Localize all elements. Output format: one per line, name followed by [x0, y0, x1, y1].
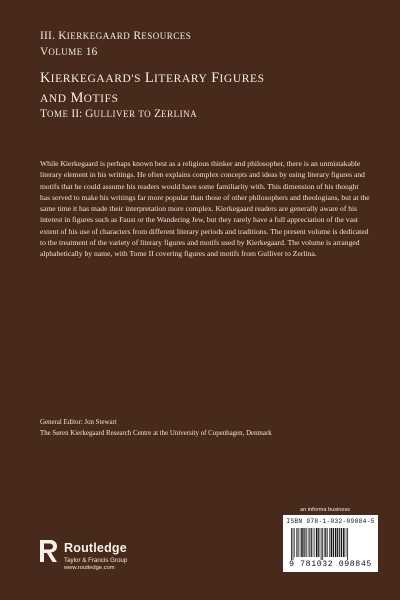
barcode-bar: [343, 528, 345, 557]
credits: [40, 418, 380, 439]
barcode-digits: 9 781032 098845: [289, 560, 372, 569]
tome-word: ERLINA: [161, 109, 198, 119]
barcode-bar: [316, 528, 318, 557]
routledge-logo-icon: [37, 538, 59, 564]
title-initial: L: [144, 70, 154, 86]
title-word: OTIFS: [83, 93, 119, 105]
volume-initial: V: [40, 46, 49, 58]
volume-rest: OLUME: [48, 47, 83, 57]
tome-word: TO: [138, 109, 152, 119]
general-editor: General Editor: Jon Stewart: [40, 419, 117, 426]
series-word1-rest: IERKEGAARD: [66, 31, 131, 41]
blurb-paragraph: While Kierkegaard is perhaps known best as a religious thinker and philosopher, there is an unmistakable literary element in his writings. He often explains complex concepts and ideas by using literary figures and motifs that he could assume his readers would have some familiarity with. This dimension of his thought has served to make his writings far more popular than those of other philosophers and theologians, but at the same time it has made their interpretation more complex. Kierkegaard readers are generally aware of his interest in figures such as Faust or the Wandering Jew, but they rarely have a full appreciation of the vast extent of his use of characters from different literary periods and traditions. The present volume is dedicated to the treatment of the variety of literary figures and motifs used by Kierkegaard. The volume is arranged alphabetically by name, with Tome II covering figures and motifs from Gulliver to Zerlina.: [40, 159, 370, 259]
barcode-bar: [313, 528, 314, 557]
title-word: IGURES: [219, 73, 265, 85]
title-word: ITERARY: [153, 73, 208, 85]
title-word: IERKEGAARD'S: [50, 73, 142, 85]
series-word2-rest: ESOURCES: [141, 31, 192, 41]
barcode-bar: [341, 528, 342, 557]
title-initial: M: [70, 90, 84, 106]
barcode-bar: [291, 528, 292, 560]
tome-word-initial: G: [85, 108, 94, 120]
isbn-label: ISBN 978-1-032-09884-5: [286, 518, 375, 525]
barcode-bar: [331, 528, 333, 557]
tome-word-initial: Z: [154, 108, 162, 120]
barcode-bar: [321, 528, 322, 560]
title-initial: F: [211, 70, 220, 86]
publisher-website: www.routledge.com: [64, 565, 115, 571]
barcode-bar: [339, 528, 340, 557]
barcode-bar: [311, 528, 312, 557]
title-line-1: [40, 69, 370, 89]
barcode-bar: [306, 528, 307, 557]
barcode-bar: [303, 528, 304, 557]
tome-rest: OME: [47, 109, 69, 119]
barcode-bar: [322, 528, 323, 560]
tome-number: II:: [71, 108, 83, 120]
isbn-barcode: [283, 515, 378, 572]
barcode-bar: [329, 528, 330, 557]
publisher-name: Routledge: [64, 541, 127, 555]
barcode-bar: [315, 528, 316, 557]
title-line-2: [40, 89, 370, 109]
barcode-bar: [308, 528, 309, 557]
barcode-bar: [346, 528, 347, 557]
series-roman: III.: [40, 30, 56, 42]
publisher-group: Taylor & Francis Group: [64, 557, 128, 564]
research-centre: The Søren Kierkegaard Research Centre at the University of Copenhagen, Denmark: [40, 429, 272, 437]
tome-initial: T: [40, 108, 48, 120]
barcode-bar: [301, 528, 303, 557]
barcode-bar: [294, 528, 295, 557]
barcode-bar: [318, 528, 319, 557]
volume-label: [40, 46, 97, 58]
barcode-bar: [327, 528, 328, 557]
series-word2-initial: R: [133, 30, 142, 42]
barcode-bar: [335, 528, 337, 557]
volume-number: 16: [85, 46, 98, 58]
barcode-bar: [347, 528, 348, 560]
barcode-bar: [324, 528, 325, 557]
series-word1-initial: K: [58, 30, 67, 42]
barcode-bar: [298, 528, 299, 557]
barcode-bar: [333, 528, 334, 557]
barcode-bar: [337, 528, 338, 557]
informa-tagline: an informa business: [300, 507, 351, 513]
barcode-bar: [296, 528, 297, 557]
series-title: [40, 30, 191, 42]
title-initial: K: [40, 70, 51, 86]
title-word: AND: [40, 93, 67, 105]
barcode-bar: [300, 528, 301, 557]
barcode-bar: [293, 528, 294, 560]
book-title: [40, 69, 370, 109]
tome-subtitle: [40, 108, 197, 120]
barcode-bar: [309, 528, 310, 557]
tome-word: ULLIVER: [93, 109, 136, 119]
barcode-bar: [325, 528, 326, 557]
barcode-bars: [291, 528, 370, 560]
